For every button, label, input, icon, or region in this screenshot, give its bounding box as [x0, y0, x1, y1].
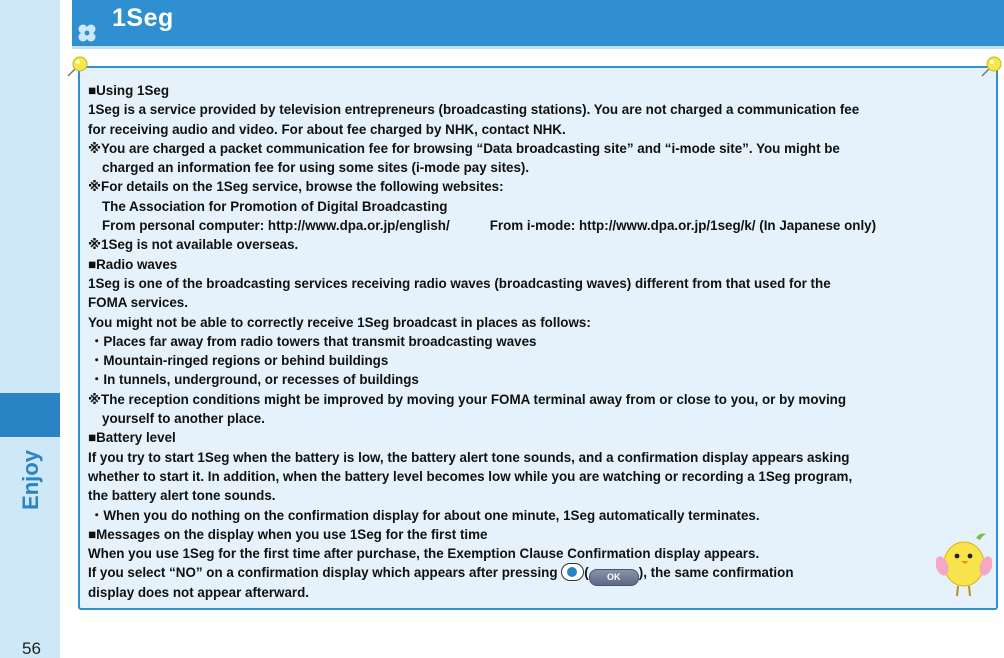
paragraph: the battery alert tone sounds.	[88, 488, 276, 504]
note: ※1Seg is not available overseas.	[88, 237, 299, 253]
page-title: 1Seg	[112, 4, 174, 32]
list-item: ・Places far away from radio towers that transmit broadcasting waves	[90, 333, 537, 349]
paragraph: If you try to start 1Seg when the battery is low, the battery alert tone sounds, and a confirmation display appears asking	[88, 449, 850, 465]
pushpin-icon	[978, 52, 1004, 80]
section-heading: ■Using 1Seg	[88, 83, 170, 98]
pc-url: From personal computer: http://www.dpa.or.jp/english/	[102, 218, 450, 234]
list-item: ・In tunnels, underground, or recesses of buildings	[90, 372, 419, 388]
chick-mascot-icon	[936, 530, 992, 600]
paragraph: You might not be able to correctly receive 1Seg broadcast in places as follows:	[88, 314, 591, 330]
website-line	[88, 216, 998, 235]
paragraph: 1Seg is a service provided by television entrepreneurs (broadcasting stations). You are not charged a communication fee	[88, 102, 860, 118]
note: ※For details on the 1Seg service, browse the following websites:	[88, 179, 504, 195]
paragraph: FOMA services.	[88, 295, 188, 311]
note: ※You are charged a packet communication fee for browsing “Data broadcasting site” and “i-mode site”. You might be	[88, 140, 840, 156]
sidebar	[0, 0, 60, 658]
note: yourself to another place.	[102, 411, 265, 427]
section-heading: ■Radio waves	[88, 256, 178, 272]
note: ※The reception conditions might be improved by moving your FOMA terminal away from or close to you, or by moving	[88, 391, 847, 407]
paragraph: display does not appear afterward.	[88, 584, 310, 600]
note: charged an information fee for using some sites (i-mode pay sites).	[102, 160, 530, 176]
section-tab	[0, 393, 60, 437]
section-heading: ■Messages on the display when you use 1Seg for the first time	[88, 526, 488, 542]
center-key-icon	[561, 563, 584, 581]
paragraph: When you use 1Seg for the first time after purchase, the Exemption Clause Confirmation display appears.	[88, 546, 760, 562]
section-heading: ■Battery level	[88, 430, 176, 446]
association-name: The Association for Promotion of Digital Broadcasting	[102, 198, 448, 214]
section-label: Enjoy	[18, 450, 43, 510]
list-item: ・When you do nothing on the confirmation display for about one minute, 1Seg automatically terminates.	[90, 507, 760, 523]
ok-softkey-icon: OK	[589, 569, 639, 586]
pushpin-icon	[64, 52, 92, 80]
paragraph: for receiving audio and video. For about fee charged by NHK, contact NHK.	[88, 121, 566, 137]
imode-url: From i-mode: http://www.dpa.or.jp/1seg/k/ (In Japanese only)	[489, 218, 877, 234]
list-item: ・Mountain-ringed regions or behind buildings	[90, 353, 389, 369]
header-banner	[72, 0, 1004, 49]
paragraph: whether to start it. In addition, when the battery level becomes low while you are watching or recording a 1Seg program,	[88, 468, 853, 484]
page-number: 56	[22, 639, 41, 658]
content-body	[88, 81, 998, 602]
clover-icon	[76, 22, 98, 44]
paragraph: 1Seg is one of the broadcasting services receiving radio waves (broadcasting waves) different from that used for the	[88, 275, 831, 291]
paragraph: If you select “NO” on a confirmation display which appears after pressing ( OK ), the same confirmation	[88, 563, 998, 582]
